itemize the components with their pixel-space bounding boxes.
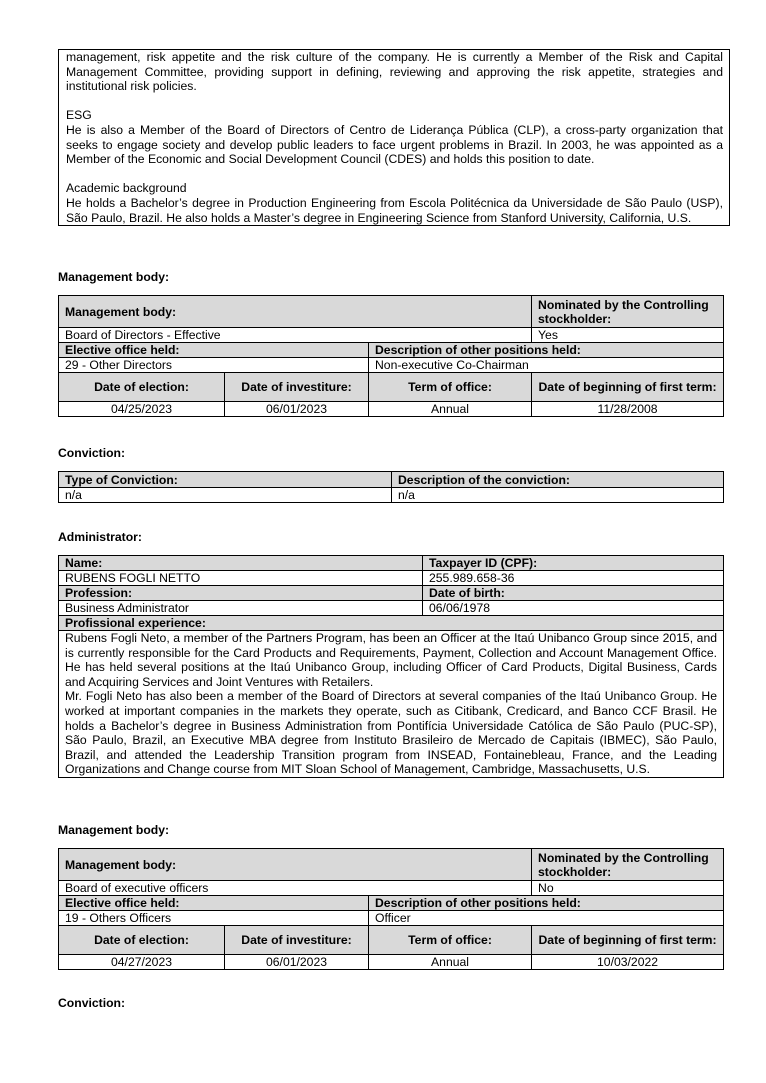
section-title-administrator: Administrator: <box>58 530 142 544</box>
section-title-conviction: Conviction: <box>58 446 126 460</box>
label-type-conviction: Type of Conviction: <box>59 472 392 488</box>
label-date-election: Date of election: <box>59 373 225 402</box>
value-name: RUBENS FOGLI NETTO <box>59 571 423 586</box>
value-desc-conviction: n/a <box>392 488 724 503</box>
value-elective-office: 19 - Others Officers <box>59 911 369 926</box>
bio-continuation-box <box>58 49 730 226</box>
value-date-election: 04/27/2023 <box>59 955 225 970</box>
value-term-office: Annual <box>369 955 532 970</box>
label-nominated: Nominated by the Controlling stockholder: <box>532 849 724 881</box>
value-nominated: Yes <box>532 328 724 343</box>
value-date-investiture: 06/01/2023 <box>225 402 369 417</box>
section-title-management-body-2: Management body: <box>58 823 170 837</box>
label-other-positions: Description of other positions held: <box>369 896 724 911</box>
label-desc-conviction: Description of the conviction: <box>392 472 724 488</box>
esg-heading: ESG <box>66 108 92 123</box>
value-date-investiture: 06/01/2023 <box>225 955 369 970</box>
value-other-positions: Officer <box>369 911 724 926</box>
academic-paragraph: He holds a Bachelor’s degree in Production Engineering from Escola Politécnica da Universidade de São Paulo (USP), São Paulo, Brazil. He also holds a Master’s degree in Engineering Science from Stanford University, California, U.S. <box>66 195 723 225</box>
label-term-office: Term of office: <box>369 926 532 955</box>
label-dob: Date of birth: <box>423 586 724 601</box>
value-date-beginning: 11/28/2008 <box>532 402 724 417</box>
label-nominated: Nominated by the Controlling stockholder: <box>532 296 724 328</box>
label-name: Name: <box>59 556 423 571</box>
esg-paragraph: He is also a Member of the Board of Directors of Centro de Liderança Pública (CLP), a cross-party organization that seeks to engage society and develop public leaders to face urgent problems in Brazil. In 2003, he was appointed as a Member of the Economic and Social Development Council (CDES) and holds this position to date. <box>66 122 723 167</box>
label-management-body: Management body: <box>59 296 532 328</box>
conviction-table <box>58 471 724 503</box>
label-date-election: Date of election: <box>59 926 225 955</box>
section-title-conviction-2: Conviction: <box>58 996 126 1010</box>
experience-paragraph-2: Mr. Fogli Neto has also been a member of the Board of Directors at several companies of the Itaú Unibanco Group. He worked at important companies in the markets they operate, such as Citibank, Credicard, and Banco CCF Brasil. He holds a Bachelor’s degree in Business Administration from Pontifícia Universidade Católica de São Paulo (PUC-SP), São Paulo, Brazil, an Executive MBA degree from Instituto Brasileiro de Mercado de Capitais (IBMEC), São Paulo, Brazil, and attended the Leadership Transition program from INSEAD, Fontainebleau, France, and the Leading Organizations and Change course from MIT Sloan School of Management, Cambridge, Massachusetts, U.S. <box>65 689 717 777</box>
value-date-election: 04/25/2023 <box>59 402 225 417</box>
label-elective-office: Elective office held: <box>59 343 369 358</box>
value-nominated: No <box>532 881 724 896</box>
value-date-beginning: 10/03/2022 <box>532 955 724 970</box>
label-profession: Profession: <box>59 586 423 601</box>
bio-paragraph: management, risk appetite and the risk culture of the company. He is currently a Member of the Risk and Capital Management Committee, providing support in defining, reviewing and approving the risk appetite, strategies and institutional risk policies. <box>66 50 723 94</box>
label-elective-office: Elective office held: <box>59 896 369 911</box>
management-body-table <box>58 295 724 417</box>
label-date-investiture: Date of investiture: <box>225 926 369 955</box>
value-type-conviction: n/a <box>59 488 392 503</box>
academic-heading: Academic background <box>66 181 187 196</box>
value-experience <box>59 631 724 778</box>
value-profession: Business Administrator <box>59 601 423 616</box>
value-management-body: Board of Directors - Effective <box>59 328 532 343</box>
experience-paragraph-1: Rubens Fogli Neto, a member of the Partners Program, has been an Officer at the Itaú Unibanco Group since 2015, and is currently responsible for the Card Products and Requirements, Payment, Collection and Account Management Office. He has held several positions at the Itaú Unibanco Group, including Officer of Card Products, Digital Business, Cards and Acquiring Services and Joint Ventures with Retailers. <box>65 631 717 689</box>
label-date-beginning: Date of beginning of first term: <box>532 373 724 402</box>
value-other-positions: Non-executive Co-Chairman <box>369 358 724 373</box>
value-dob: 06/06/1978 <box>423 601 724 616</box>
label-term-office: Term of office: <box>369 373 532 402</box>
value-taxpayer: 255.989.658-36 <box>423 571 724 586</box>
value-elective-office: 29 - Other Directors <box>59 358 369 373</box>
label-experience: Profissional experience: <box>59 616 724 631</box>
administrator-table <box>58 555 724 778</box>
label-date-investiture: Date of investiture: <box>225 373 369 402</box>
label-management-body: Management body: <box>59 849 532 881</box>
label-taxpayer: Taxpayer ID (CPF): <box>423 556 724 571</box>
value-term-office: Annual <box>369 402 532 417</box>
label-other-positions: Description of other positions held: <box>369 343 724 358</box>
value-management-body: Board of executive officers <box>59 881 532 896</box>
section-title-management-body: Management body: <box>58 270 170 284</box>
management-body-table-2 <box>58 848 724 970</box>
label-date-beginning: Date of beginning of first term: <box>532 926 724 955</box>
